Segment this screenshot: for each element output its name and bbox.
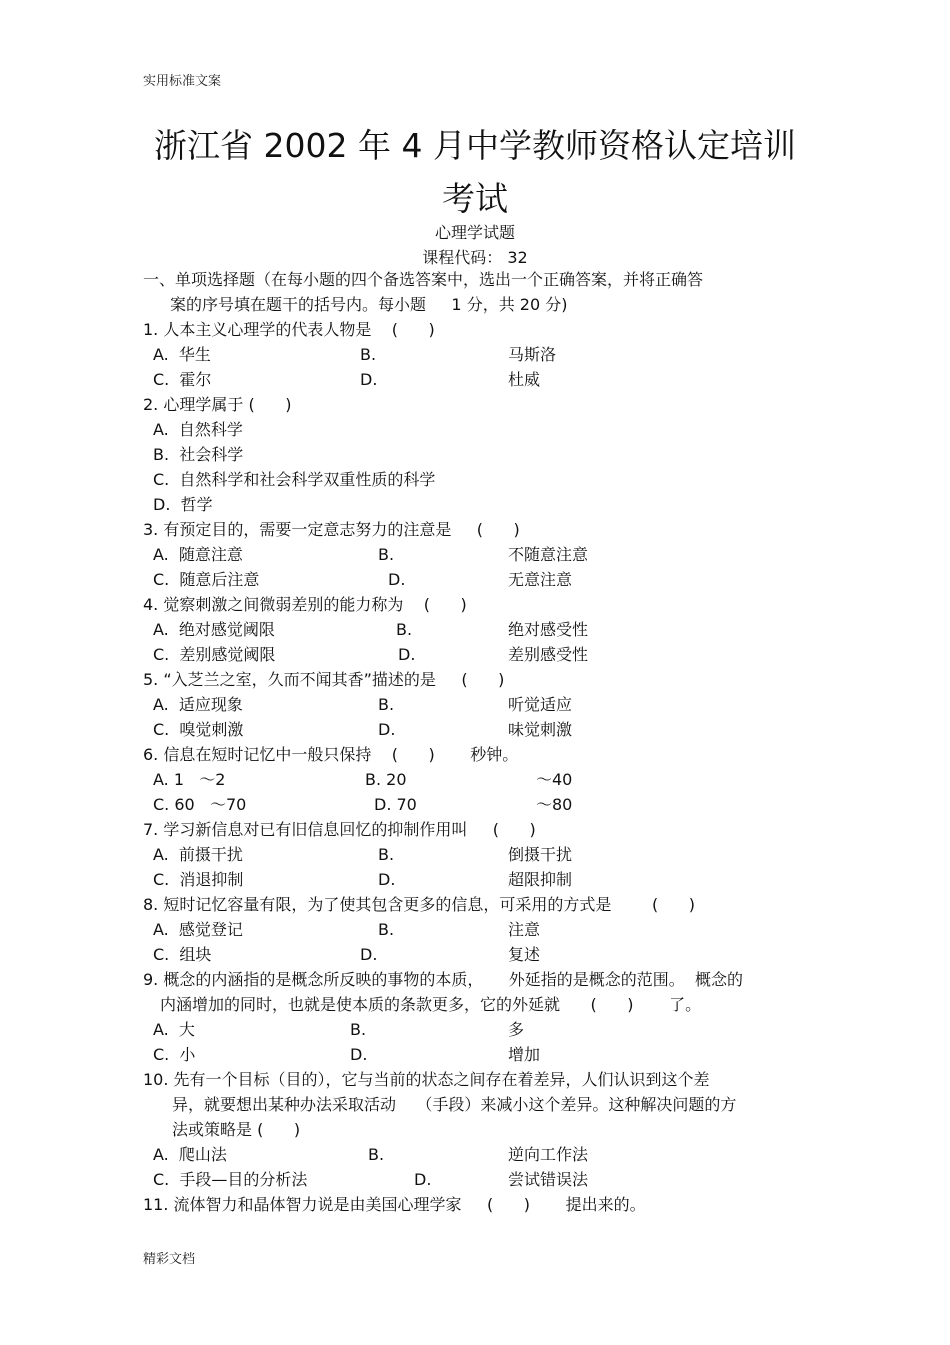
q7-option-c: C. 消退抑制 — [153, 870, 244, 889]
q8-option-c: C. 组块 — [153, 945, 212, 964]
subject-title: 心理学试题 — [434, 223, 515, 242]
q9-option-c: C. 小 — [153, 1045, 196, 1064]
q2-option-c: C. 自然科学和社会科学双重性质的科学 — [153, 470, 436, 489]
q9-option-b-label: B. — [350, 1020, 367, 1039]
q3-option-c: C. 随意后注意 — [153, 570, 260, 589]
q3-option-b-text: 不随意注意 — [508, 545, 589, 564]
q4-option-b-text: 绝对感受性 — [508, 620, 589, 639]
q8-option-b-text: 注意 — [508, 920, 541, 939]
q10-option-b-label: B. — [368, 1145, 385, 1164]
q6-option-d-text: ～80 — [536, 795, 573, 814]
document-title-line-2: 考试 — [442, 179, 508, 218]
q8-option-d-text: 复述 — [508, 945, 541, 964]
q5-option-a: A. 适应现象 — [153, 695, 243, 714]
q5-option-c: C. 嗅觉刺激 — [153, 720, 244, 739]
q8-option-a: A. 感觉登记 — [153, 920, 243, 939]
q10-option-c: C. 手段—目的分析法 — [153, 1170, 308, 1189]
q3-option-a: A. 随意注意 — [153, 545, 243, 564]
question-9-stem-cont: 内涵增加的同时，也就是使本质的条款更多，它的外延就 ( ) 了。 — [160, 995, 702, 1014]
q6-option-d-label: D. 70 — [374, 795, 417, 814]
q5-option-d-text: 味觉刺激 — [508, 720, 573, 739]
page-header: 实用标准文案 — [143, 74, 222, 89]
q5-option-b-text: 听觉适应 — [508, 695, 573, 714]
q9-option-b-text: 多 — [508, 1020, 525, 1039]
q7-option-d-label: D. — [378, 870, 396, 889]
q8-option-d-label: D. — [360, 945, 378, 964]
q3-option-d-label: D. — [388, 570, 406, 589]
question-2-stem: 2. 心理学属于 ( ) — [143, 395, 292, 414]
question-8-stem: 8. 短时记忆容量有限，为了使其包含更多的信息，可采用的方式是 ( ) — [143, 895, 696, 914]
question-10-stem-cont-2: 法或策略是 ( ) — [172, 1120, 301, 1139]
q6-option-c: C. 60 ～70 — [153, 795, 247, 814]
q3-option-b-label: B. — [378, 545, 395, 564]
q4-option-b-label: B. — [396, 620, 413, 639]
q7-option-d-text: 超限抑制 — [508, 870, 573, 889]
q1-option-c: C. 霍尔 — [153, 370, 212, 389]
q5-option-d-label: D. — [378, 720, 396, 739]
q1-option-d-label: D. — [360, 370, 378, 389]
q6-option-a: A. 1 ～2 — [153, 770, 226, 789]
q4-option-c: C. 差别感觉阈限 — [153, 645, 276, 664]
question-4-stem: 4. 觉察刺激之间微弱差别的能力称为 ( ) — [143, 595, 467, 614]
q7-option-a: A. 前摄干扰 — [153, 845, 243, 864]
q1-option-d-text: 杜威 — [508, 370, 541, 389]
q10-option-a: A. 爬山法 — [153, 1145, 227, 1164]
q5-option-b-label: B. — [378, 695, 395, 714]
q3-option-d-text: 无意注意 — [508, 570, 573, 589]
q9-option-d-text: 增加 — [508, 1045, 541, 1064]
section-heading-cont: 案的序号填在题干的括号内。每小题 1 分，共 20 分) — [170, 295, 568, 314]
q2-option-d: D. 哲学 — [153, 495, 213, 514]
q1-option-a: A. 华生 — [153, 345, 211, 364]
question-7-stem: 7. 学习新信息对已有旧信息回忆的抑制作用叫 ( ) — [143, 820, 536, 839]
section-heading: 一、单项选择题（在每小题的四个备选答案中，选出一个正确答案，并将正确答 — [143, 270, 704, 289]
q9-option-d-label: D. — [350, 1045, 368, 1064]
question-11-stem: 11. 流体智力和晶体智力说是由美国心理学家 ( ) 提出来的。 — [143, 1195, 646, 1214]
q4-option-d-text: 差别感受性 — [508, 645, 589, 664]
question-6-stem: 6. 信息在短时记忆中一般只保持 ( ) 秒钟。 — [143, 745, 519, 764]
course-code: 课程代码： 32 — [422, 248, 528, 267]
q9-option-a: A. 大 — [153, 1020, 195, 1039]
q7-option-b-text: 倒摄干扰 — [508, 845, 573, 864]
q7-option-b-label: B. — [378, 845, 395, 864]
question-5-stem: 5. “入芝兰之室，久而不闻其香”描述的是 ( ) — [143, 670, 505, 689]
question-10-stem: 10. 先有一个目标（目的），它与当前的状态之间存在着差异，人们认识到这个差 — [143, 1070, 710, 1089]
q4-option-d-label: D. — [398, 645, 416, 664]
document-title-line-1: 浙江省 2002 年 4 月中学教师资格认定培训 — [154, 126, 796, 165]
question-9-stem: 9. 概念的内涵指的是概念所反映的事物的本质， 外延指的是概念的范围。 概念的 — [143, 970, 743, 989]
q1-option-b-text: 马斯洛 — [508, 345, 557, 364]
q2-option-b: B. 社会科学 — [153, 445, 244, 464]
q6-option-b-label: B. 20 — [365, 770, 407, 789]
page-footer: 精彩文档 — [143, 1252, 196, 1267]
q10-option-b-text: 逆向工作法 — [508, 1145, 589, 1164]
q6-option-b-text: ～40 — [536, 770, 573, 789]
q2-option-a: A. 自然科学 — [153, 420, 243, 439]
q10-option-d-label: D. — [414, 1170, 432, 1189]
question-10-stem-cont-1: 异，就要想出某种办法采取活动 （手段）来减小这个差异。这种解决问题的方 — [172, 1095, 737, 1114]
q4-option-a: A. 绝对感觉阈限 — [153, 620, 275, 639]
q8-option-b-label: B. — [378, 920, 395, 939]
q10-option-d-text: 尝试错误法 — [508, 1170, 589, 1189]
q1-option-b-label: B. — [360, 345, 377, 364]
question-1-stem: 1. 人本主义心理学的代表人物是 ( ) — [143, 320, 435, 339]
question-3-stem: 3. 有预定目的，需要一定意志努力的注意是 ( ) — [143, 520, 520, 539]
